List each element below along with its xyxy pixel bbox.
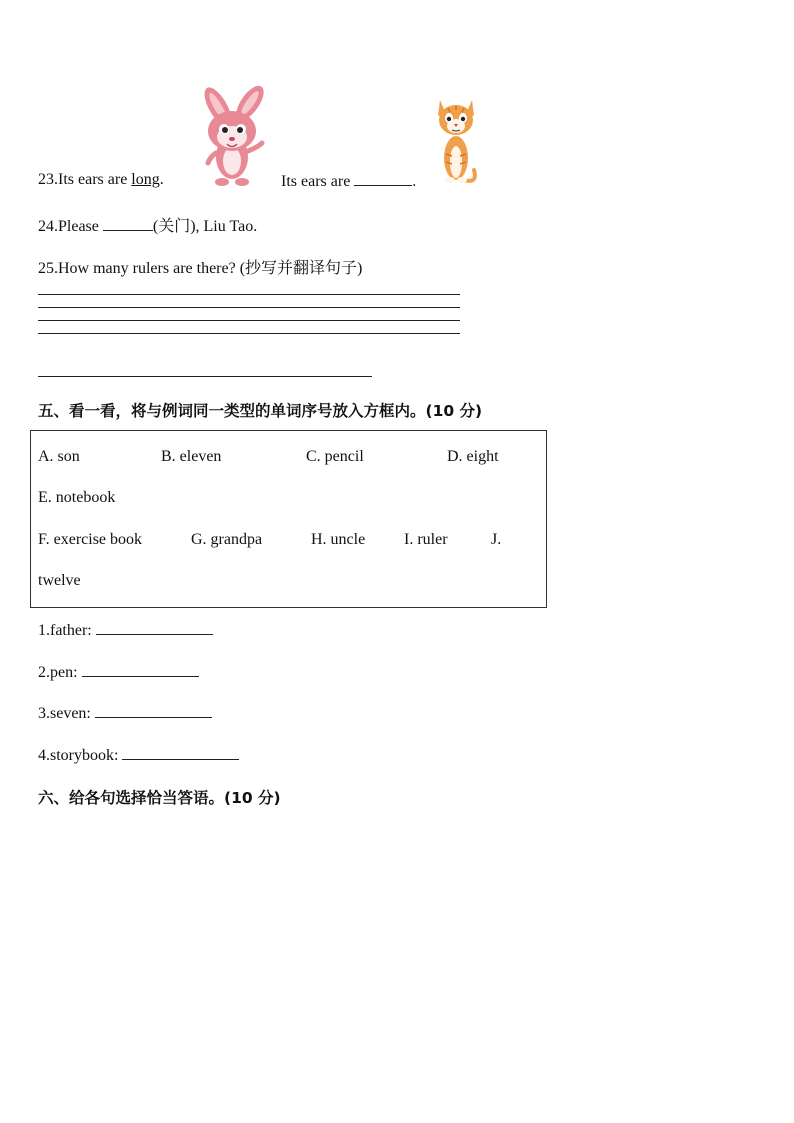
q24-before: 24.Please [38,218,103,235]
item-1-label: 1.father: [38,622,96,639]
option-j-word: twelve [38,572,81,589]
option-i: I. ruler [404,531,448,548]
q25-text: 25.How many rulers are there? (抄写并翻译句子) [38,260,363,277]
item-3 [38,703,212,723]
question-23 [38,171,164,189]
item-2-label: 2.pen: [38,664,82,681]
option-a: A. son [38,448,80,465]
cat-icon [434,96,480,188]
item-2-answer-blank[interactable] [82,662,199,677]
item-1 [38,620,213,640]
option-j: J. [491,531,502,548]
option-f: F. exercise book [38,531,143,548]
question-24 [38,213,257,236]
item-1-answer-blank[interactable] [96,620,213,635]
item-2 [38,662,199,682]
option-g: G. grandpa [191,531,263,548]
writing-line-1[interactable] [38,294,460,295]
q23-text-b: . [159,171,164,188]
rabbit-icon [192,85,274,187]
item-3-answer-blank[interactable] [95,703,212,718]
section-6-heading: 六、给各句选择恰当答语。(10 分) [38,789,281,807]
option-d: D. eight [447,448,499,465]
q23-text-a: 23.Its ears are [38,171,132,188]
option-b: B. eleven [161,448,222,465]
option-c: C. pencil [306,448,364,465]
item-4-label: 4.storybook: [38,747,123,764]
q23-answer-blank[interactable] [354,171,412,186]
q23-underlined-word: long [131,171,160,188]
question-23-part-b [281,171,416,191]
writing-line-3[interactable] [38,320,460,321]
writing-line-4[interactable] [38,333,460,334]
item-4-answer-blank[interactable] [122,745,239,760]
translation-line[interactable] [38,376,372,377]
item-4 [38,745,239,765]
q23-text-c: Its ears are [281,173,355,190]
question-25 [38,255,362,278]
item-3-label: 3.seven: [38,705,95,722]
section-5-heading: 五、看一看，将与例词同一类型的单词序号放入方框内。(10 分) [38,402,483,420]
q24-answer-blank[interactable] [103,216,153,231]
option-e: E. notebook [38,489,116,506]
q24-after: (关门), Liu Tao. [152,218,258,235]
q23-end: . [412,173,417,190]
writing-line-2[interactable] [38,307,460,308]
option-h: H. uncle [311,531,366,548]
